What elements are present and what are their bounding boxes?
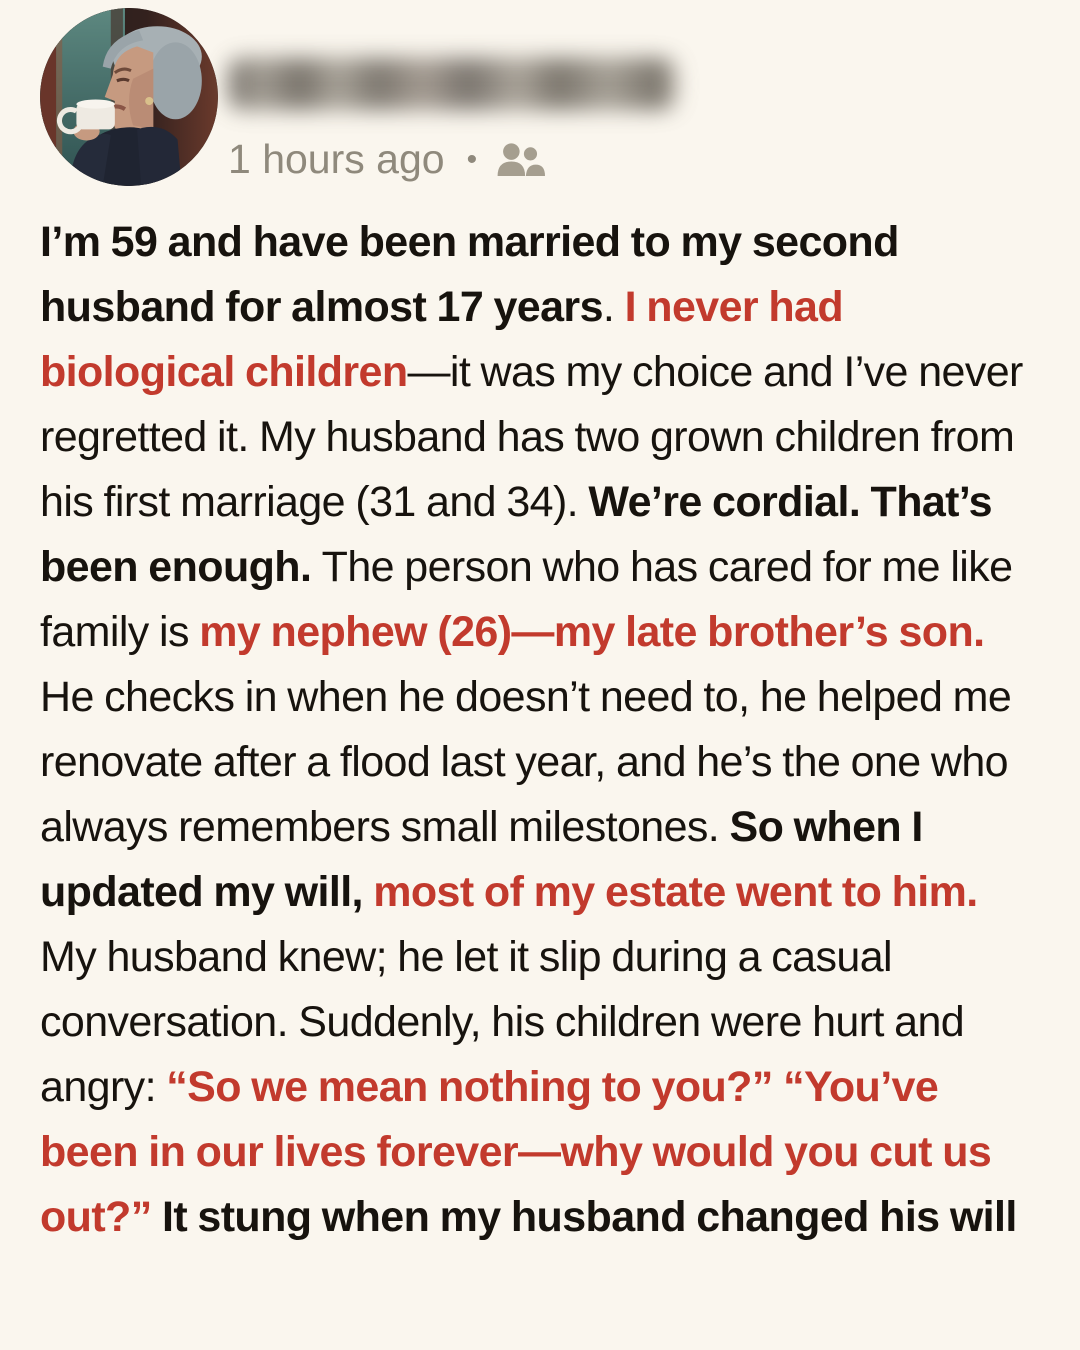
body-segment-regular: He checks in when he doesn’t need to, he helped me renovate after a flood last year, and he’s the one who always remembers small milestones. — [40, 673, 1012, 851]
avatar-image — [40, 8, 218, 186]
post-body — [40, 210, 1040, 1250]
dot-separator: • — [466, 142, 478, 176]
body-segment-regular: . — [602, 283, 625, 331]
body-segment-regular: The person who has cared for me like family is — [40, 543, 1013, 656]
timestamp-row — [228, 136, 676, 183]
body-segment-bold: It stung when my husband changed his will — [161, 1193, 1017, 1241]
body-segment-red: I never had biological children — [40, 283, 844, 396]
header-meta — [228, 58, 676, 183]
friends-icon — [493, 140, 545, 180]
post-header — [0, 0, 1080, 204]
username-blurred[interactable] — [228, 58, 676, 110]
body-segment-red: “So we mean nothing to you?” “You’ve been in our lives forever—why would you cut us out?” — [40, 1063, 992, 1241]
body-segment-bold: I’m 59 and have been married to my second husband for almost 17 years — [40, 218, 899, 331]
body-segment-bold: We’re cordial. That’s been enough. — [40, 478, 992, 591]
body-segment-regular: My husband knew; he let it slip during a casual conversation. Suddenly, his children were hurt and angry: — [40, 933, 965, 1111]
timestamp: 1 hours ago — [228, 136, 445, 182]
body-segment-bold: So when I updated my will, — [40, 803, 923, 916]
body-segment-red: my nephew (26)—my late brother’s son. — [199, 608, 985, 656]
body-segment-red: most of my estate went to him. — [373, 868, 978, 916]
body-segment-regular: —it was my choice and I’ve never regretted it. My husband has two grown children from his first marriage (31 and 34). — [40, 348, 1023, 526]
avatar[interactable] — [40, 8, 218, 186]
